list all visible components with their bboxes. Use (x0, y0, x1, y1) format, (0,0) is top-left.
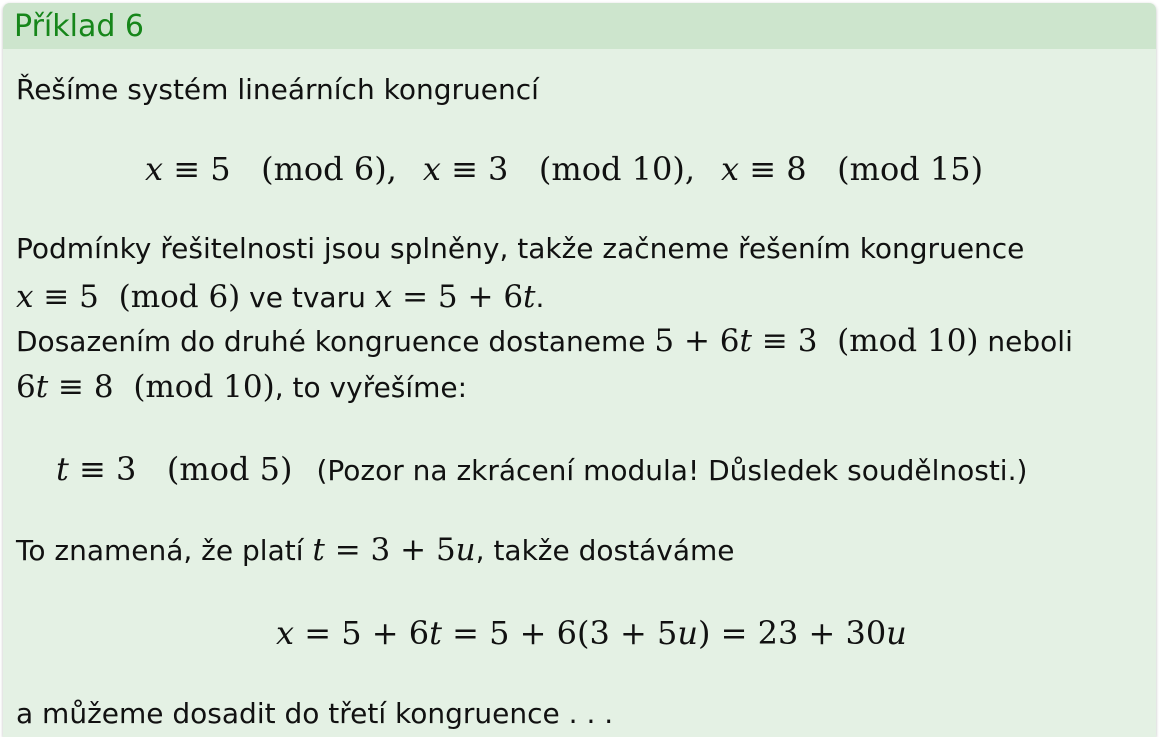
var-t: t (429, 614, 442, 652)
congruence-2: ≡ 3 (mod 10), (440, 150, 696, 188)
substitution-rhs: ≡ 3 (mod 10) (752, 323, 979, 359)
x-expression: = 5 + 6 (392, 279, 524, 315)
modulus-note: (Pozor na zkrácení modula! Důsledek soudělnosti.) (316, 454, 1028, 487)
meaning-end: , takže dostáváme (475, 534, 735, 567)
solve-text: , to vyřešíme: (274, 371, 468, 404)
equation-part-1: = 5 + 6 (294, 614, 430, 652)
congruence-mod-6: ≡ 5 (mod 6) (33, 279, 241, 315)
var-x: x (374, 279, 393, 315)
intro-text: Řešíme systém lineárních kongruencí (16, 73, 539, 106)
t-congruence: ≡ 3 (mod 5) (68, 450, 293, 488)
equation-part-2: = 5 + 6(3 + 5 (441, 614, 678, 652)
var-t: t (523, 279, 536, 315)
var-t: t (739, 323, 753, 359)
var-x: x (276, 614, 295, 652)
solvability-text: Podmínky řešitelnosti jsou splněny, takže začneme řešením kongruence (16, 232, 1025, 265)
congruence-3: ≡ 8 (mod 15) (739, 150, 984, 188)
var-t: t (35, 369, 49, 405)
equation-part-3: ) = 23 + 30 (697, 614, 887, 652)
block-title-bar (3, 3, 1156, 49)
first-congruence-form (16, 279, 544, 316)
meaning-lead: To znamená, že platí (16, 534, 313, 567)
var-t: t (312, 532, 325, 568)
var-x: x (422, 150, 441, 188)
var-x: x (16, 279, 34, 315)
congruence-mod-10: ≡ 8 (mod 10) (48, 369, 275, 405)
var-u: u (886, 614, 907, 652)
period: . (535, 281, 545, 314)
or-text: neboli (978, 325, 1073, 358)
t-solution (56, 449, 1027, 491)
substitution-lead: Dosazením do druhé kongruence dostaneme (16, 325, 655, 358)
var-x: x (721, 150, 740, 188)
congruence-1: ≡ 5 (mod 6), (163, 150, 397, 188)
substitution-text (16, 323, 1073, 360)
var-x: x (145, 150, 164, 188)
var-t: t (56, 450, 69, 488)
substitution-lhs: 5 + 6 (654, 323, 740, 359)
meaning-text (16, 532, 734, 569)
x-equation (276, 613, 907, 653)
continuation-text: a můžeme dosadit do třetí kongruence . . . (16, 697, 614, 730)
congruence-system (145, 149, 983, 189)
block-title: Příklad 6 (14, 9, 144, 44)
form-text: ve tvaru (240, 281, 375, 314)
var-u: u (677, 614, 698, 652)
example-block (3, 3, 1156, 737)
coefficient: 6 (16, 369, 36, 405)
t-expression: = 3 + 5 (324, 532, 456, 568)
reduced-congruence (16, 369, 467, 406)
var-u: u (455, 532, 476, 568)
